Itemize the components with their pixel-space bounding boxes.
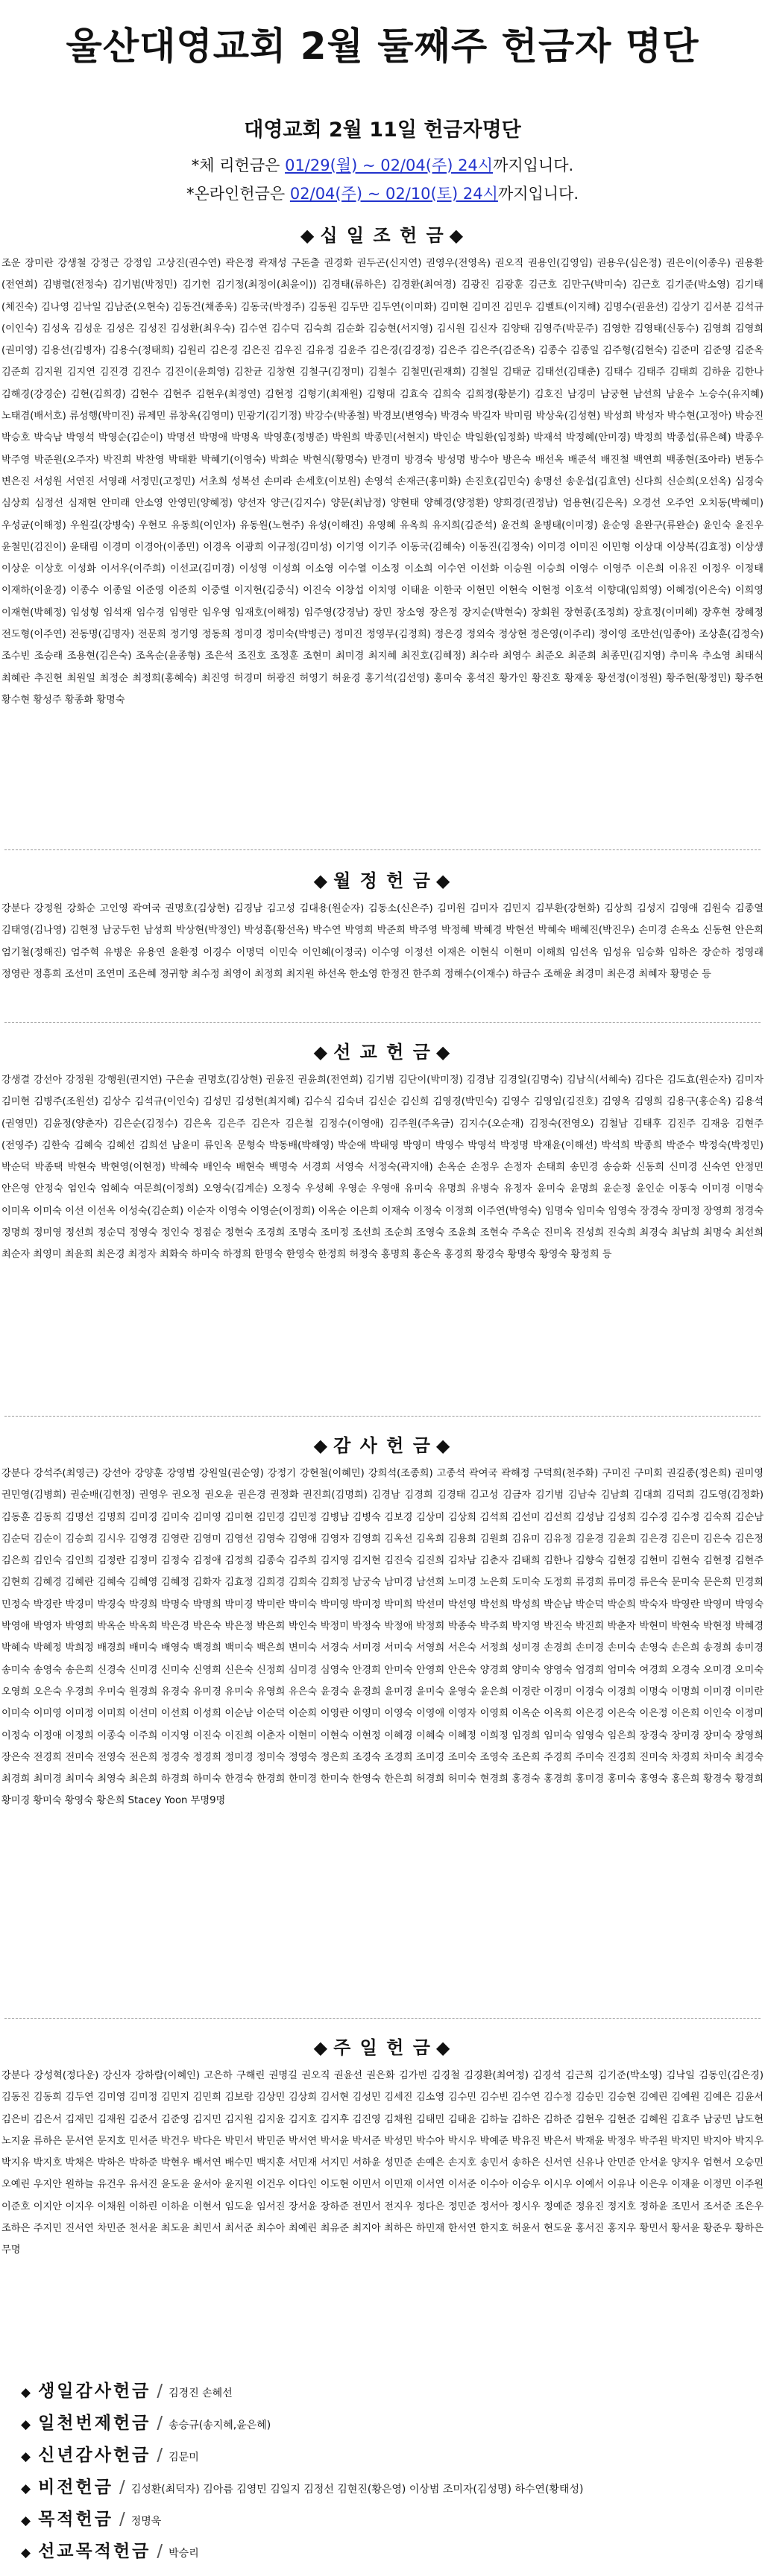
diamond-icon: ◆ bbox=[21, 2513, 31, 2528]
notice-offline-period-link[interactable]: 01/29(월) ~ 02/04(주) 24시 bbox=[285, 156, 494, 174]
list-item bbox=[21, 2537, 752, 2569]
notice-online-period-link[interactable]: 02/04(주) ~ 02/10(토) 24시 bbox=[289, 185, 498, 203]
section-thanksgiving-names: 강분다 강석주(최영근) 강선아 강양훈 강영범 강원일(권순영) 강정기 강현철(이혜민) 강희석(조종희) 고종석 곽여국 곽해정 구덕희(천주화) 구미진 구미회 권길종(정은희) 권미영 권민영(김병희) 권순배(김헌정) 권영우 권오정 권오윤 권은경 권정화 권진희(김명희) 김경남 김경희 김경태 김고성 김금자 김기범 김남숙 김남희 김대희 김덕희 김도영(김정화) 김동훈 김동희 김명선 김명희 김미경 김미숙 김미영 김미현 김민경 김민정 김병남 김병숙 김보경 김상미 김상희 김석희 김선미 김선희 김성남 김성희 김수경 김수정 김숙희 김순남 김순덕 김순이 김승희 김시우 김영경 김영란 김영미 김영선 김영숙 김영애 김영자 김영희 김옥선 김옥희 김용희 김원희 김유미 김유정 김윤경 김윤희 김은경 김은미 김은숙 김은정 김은희 김인숙 김인희 김정란 김정미 김정숙 김정애 김정희 김종숙 김주희 김지영 김지현 김진숙 김진희 김차남 김춘자 김태희 김한나 김향숙 김현경 김현미 김현숙 김현정 김현주 김현희 김혜경 김혜란 김혜숙 김혜영 김혜정 김화자 김효정 김희경 김희숙 김희정 남궁숙 남미경 남선희 노미경 노은희 도미숙 도정희 류경희 류미경 류은숙 문미숙 문은희 민경희 민정숙 박경란 박경미 박경숙 박경희 박명숙 박명희 박미경 박미란 박미숙 박미영 박미정 박미희 박선미 박선영 박선희 박성희 박순남 박순덕 박순희 박숙자 박영란 박영미 박영숙 박영애 박영자 박영희 박옥순 박옥희 박은경 박은숙 박은정 박은희 박인숙 박정미 박정숙 박정애 박정희 박종숙 박주희 박지영 박진숙 박진희 박춘자 박현미 박현숙 박현정 박혜경 박혜숙 박혜정 박희정 배경희 배미숙 배영숙 백경희 백미숙 백은희 변미숙 서경숙 서미경 서미숙 서영희 서은숙 서정희 성미경 손경희 손미경 손미숙 손영숙 손은희 송경희 송미경 송미숙 송영숙 송은희 신경숙 신미경 신미숙 신영희 신은숙 신정희 심미경 심영숙 안경희 안미숙 안영희 안은숙 양경희 양미숙 양영숙 엄경희 엄미숙 여경희 오경숙 오미경 오미숙 오영희 오은숙 우경희 우미숙 원경희 유경숙 유미경 유미숙 유영희 유은숙 윤경숙 윤경희 윤미경 윤미숙 윤영숙 윤은희 이경란 이경미 이경숙 이경희 이명숙 이명희 이미경 이미란 이미숙 이미영 이미정 이미희 이선미 이선희 이성희 이순남 이순덕 이순희 이영란 이영미 이영숙 이영애 이영자 이영희 이옥순 이옥희 이은경 이은숙 이은정 이은희 이인숙 이정미 이정숙 이정애 이정희 이종숙 이주희 이지영 이진숙 이진희 이춘자 이현미 이현숙 이현정 이혜경 이혜숙 이혜정 이희정 임경희 임미숙 임영숙 임은희 장경숙 장미경 장미숙 장영희 장은숙 전경희 전미숙 전영숙 전은희 정경숙 정경희 정미경 정미숙 정영숙 정은희 조경숙 조경희 조미경 조미숙 조영숙 조은희 주경희 주미숙 진경희 진미숙 차경희 차미숙 최경숙 최경희 최미경 최미숙 최영숙 최은희 하경희 하미숙 한경숙 한경희 한미경 한미숙 한영숙 한은희 허경희 허미숙 현경희 홍경숙 홍경희 홍미경 홍미숙 홍영숙 홍은희 황경숙 황경희 황미경 황미숙 황영숙 황은희 Stacey Yoon 무명9명 bbox=[1, 1468, 764, 1807]
offering-label: 생일감사헌금 bbox=[38, 2382, 151, 2401]
diamond-icon: ◆ bbox=[435, 1042, 452, 1063]
list-item bbox=[21, 2409, 752, 2441]
notice-offline bbox=[0, 154, 765, 176]
section-thanksgiving-title: ◆ 감 사 헌 금 ◆ bbox=[313, 1435, 452, 1456]
section-mission bbox=[0, 1037, 765, 1266]
section-tithe-title: ◆ 십 일 조 헌 금 ◆ bbox=[300, 225, 465, 246]
section-divider bbox=[4, 1022, 761, 1023]
section-monthly-names: 강분다 강정원 강화순 고인영 곽여국 권명호(김상현) 김경남 김고성 김대용(원순자) 김동소(신은주) 김미원 김미자 김민지 김부환(강현화) 김상희 김성지 김영애 김원숙 김종열 김태영(김나영) 김현정 남궁두헌 남성희 박상현(박정인) 박성흥(황선옥) 박수연 박영희 박준희 박주영 박정혜 박혜경 박현선 박혜숙 배혜진(박진우) 손미경 손옥소 신동현 안은희 엄기철(정해진) 엄주혁 유병운 유용연 윤환정 이경수 이명덕 이민숙 이인혜(이정국) 이수영 이정선 이재은 이현식 이현미 이해희 임선옥 임성유 임승화 임하은 장순하 정영래 정영란 정흥희 조선미 조연미 조은혜 정귀향 최수정 최영이 최정희 최지원 하선옥 한소영 한정진 한주희 정해수(이재수) 하금수 조해윤 최경미 최은경 최혜자 황명순 등 bbox=[1, 903, 764, 980]
diamond-icon: ◆ bbox=[21, 2385, 31, 2400]
section-mission-title: ◆ 선 교 헌 금 ◆ bbox=[313, 1042, 452, 1063]
notice-offline-prefix: *체 리헌금은 bbox=[191, 156, 286, 174]
section-tithe bbox=[0, 221, 765, 711]
section-divider bbox=[4, 849, 761, 850]
special-offering-list bbox=[21, 2377, 752, 2569]
diamond-icon: ◆ bbox=[313, 1042, 330, 1063]
section-monthly-title: ◆ 월 정 헌 금 ◆ bbox=[313, 870, 452, 891]
diamond-icon: ◆ bbox=[449, 225, 465, 246]
section-sunday bbox=[0, 2033, 765, 2262]
list-item bbox=[21, 2441, 752, 2473]
section-divider bbox=[4, 2018, 761, 2019]
diamond-icon: ◆ bbox=[435, 2037, 452, 2058]
section-sunday-names: 강분다 강성혁(정다운) 강신자 강하람(이혜인) 고은하 구해린 권명길 권오직 권윤선 권은화 김가빈 김경철 김경환(최여정) 김경석 김근희 김기준(박소영) 김낙일 김동인(김은경) 김동진 김동희 김두연 김미영 김미정 김민지 김민희 김보람 김상민 김상희 김서현 김성민 김세진 김소영 김수민 김수빈 김수연 김수정 김승민 김승현 김예린 김예원 김예은 김윤서 김은비 김은서 김재민 김재원 김준서 김준영 김지민 김지원 김지윤 김지호 김지후 김진영 김채원 김태민 김태윤 김하늘 김하은 김하준 김현우 김현준 김혜원 김효주 남궁민 남도현 노지윤 류하은 문서연 문지호 민서준 박건우 박다은 박민서 박민준 박서연 박서윤 박서준 박성민 박수아 박시우 박예준 박유진 박은서 박재윤 박정우 박주원 박지민 박지아 박지우 박지유 박지호 박채은 박하은 박하준 박현우 배서연 배수민 백지훈 서민재 서지민 서하윤 성민준 손예은 손지호 송민서 송하은 신서연 신유나 안민준 안서윤 양지우 엄현서 오승민 오예린 우지안 원하늘 유건우 유서진 윤도윤 윤서아 윤지원 이건우 이다인 이도현 이민서 이민재 이서연 이서준 이수아 이승우 이시우 이예서 이유나 이은우 이재윤 이정민 이주원 이준호 이지안 이지우 이채원 이하린 이하윤 이현서 임도윤 임서진 장서윤 장하준 전민서 전지우 정다은 정민준 정서아 정시우 정예준 정유진 정지호 정하윤 조민서 조서준 조은우 조하은 주지민 진서연 차민준 천서윤 최도윤 최민서 최서준 최수아 최예린 최유준 최지아 최하은 하민재 한서연 한지호 허윤서 현도윤 홍서진 홍지우 황민서 황서윤 황준우 황하은 무명 bbox=[1, 2070, 764, 2256]
list-item bbox=[21, 2473, 752, 2505]
notice-online-prefix: *온라인헌금은 bbox=[186, 185, 290, 203]
section-tithe-names: 조운 장미란 강생철 강정근 강정임 고상진(권수연) 곽은정 곽재성 구돈출 권경화 권두곤(신지연) 권영우(전영옥) 권오직 권용인(김영임) 권용우(심은정) 권은이(이종우) 권용환(전연희) 김병렬(전정숙) 김기범(박정민) 김기헌 김기정(최정이(최윤이)) 김경태(류하은) 김경환(최여경) 김광진 김광훈 김근호 김만구(박미숙) 김근호 김기준(박소영) 김기태(체진숙) 김나영 김낙일 김남준(오현숙) 김동건(채종욱) 김동국(박정주) 김동원 김두만 김두연(이미화) 김미현 김미진 김민우 김벨트(이지해) 김명수(권윤선) 김상기 김서분 김석규(이인숙) 김성옥 김성운 김성은 김성진 김성환(최우숙) 김수연 김수덕 김숙희 김순화 김승현(서지영) 김시원 김신자 김양태 김영주(박문주) 김영한 김영태(신동수) 김영희 김영희(권미영) 김용선(김병자) 김용수(정태희) 김원리 김은경 김은진 김우진 김유정 김윤주 김은경(김경정) 김은주 김은주(김준옥) 김종수 김종일 김주형(김현숙) 김준미 김준영 김준옥 김준희 김지원 김지연 김진경 김진수 김진이(윤희영) 김찬균 김창현 김철구(김정미) 김철수 김철민(권재희) 김철일 김태균 김태선(김태춘) 김태수 김태주 김태희 김하윤 김한나 김해경(강경순) 김현(김희경) 김현수 김현주 김현우(최정연) 김현정 김형기(최재원) 김형대 김효숙 김희숙 김희정(황분기) 김호진 남경미 남궁현 남선희 남윤수 노승수(유지혜) 노태겸(배서호) 류성행(박미진) 류제민 류창옥(김영미) 민광기(김기정) 박강수(박종철) 박경보(변영숙) 박경숙 박길자 박미림 박상욱(김성현) 박성희 박성자 박수현(고정아) 박승진 박승호 박숙남 박영석 박영순(김순이) 박명선 박명애 박명옥 박영훈(정병준) 박원희 박종민(서현지) 박인순 박일환(임정화) 박재석 박정혜(안미경) 박정희 박종섭(류은혜) 박종우 박주영 박준원(오주자) 박진희 박찬영 박태환 박혜기(이영숙) 박희순 박현식(황명숙) 반경미 방경숙 방성명 방수아 방은숙 배선옥 배준석 배진철 백연희 백종현(조아라) 변동수 변은진 서성원 서연진 서영래 서정민(고정민) 서초희 성복선 손미라 손세호(이보원) 손영석 손재근(홍미화) 손진호(김민숙) 송명선 송운섭(김효연) 신다희 신순희(오선옥) 심경숙 심상희 심정선 심재현 안미래 안소영 안영민(양혜정) 양선자 양근(김지수) 양문(최남정) 양현태 양혜경(양정환) 양희경(권정남) 엄용현(김은옥) 오경선 오주언 오치동(박혜미) 우성균(이해정) 우원길(강병숙) 우현모 유동희(이인자) 유동원(노현주) 유성(이해진) 유영혜 유옥희 유지희(김준석) 윤건희 윤병태(이미정) 윤순영 윤완구(류완순) 윤인숙 윤진우 윤철민(김진이) 윤태림 이경미 이경아(이종민) 이경옥 이광희 이규정(김미성) 이기영 이기주 이동국(김혜숙) 이동진(김정숙) 이미경 이미진 이민형 이상대 이상복(김효정) 이상생 이상운 이상호 이성화 이서우(이주희) 이선교(김미경) 이성영 이성희 이소영 이수열 이소정 이소희 이수연 이선화 이승원 이승희 이영수 이영주 이은희 이유진 이정우 이정태 이재하(이윤경) 이종수 이종일 이준영 이준희 이중렬 이지현(김중식) 이진숙 이창섭 이치영 이태윤 이한국 이현민 이현숙 이현정 이호석 이향대(임희영) 이혜정(이은숙) 이희영 이재현(박혜정) 임성형 임석재 임수경 임영란 임우영 임재호(이해정) 임주영(강경남) 장민 장소영 장은정 장지순(박현숙) 장회원 장현종(조정희) 장효정(이미혜) 장후현 장혜정 전도형(이주연) 전동명(김명자) 전문희 정기영 정동희 정미경 정미숙(박병근) 정미진 정영무(김정희) 정은경 정외숙 정상현 정은영(이주리) 정이영 조만선(임종아) 조상훈(김정숙) 조수빈 조승래 조용현(김은숙) 조옥순(윤종형) 조은석 조진호 조정훈 조현미 최미경 최지혜 최진호(김혜정) 최수라 최영수 최준오 최준희 최종민(김지영) 추미옥 추소영 최태식 최혜란 추진현 최원일 최정순 최정희(홍혜숙) 최진영 허경미 허광진 허영기 허윤경 홍기석(김선영) 홍미숙 홍석진 황가인 황진호 황재웅 황선정(이정원) 황주현(황정민) 황주현 황수현 황성주 황종화 황명숙 bbox=[1, 258, 764, 706]
separator: / bbox=[157, 2542, 163, 2561]
diamond-icon: ◆ bbox=[21, 2545, 31, 2560]
offering-names: 김경진 손혜선 bbox=[169, 2387, 233, 2399]
offering-label: 신년감사헌금 bbox=[38, 2446, 151, 2465]
offering-names: 김문미 bbox=[169, 2452, 199, 2463]
offering-names: 김성환(최덕자) 김아름 김영민 김일지 김정선 김현진(황은영) 이상범 조미자(김성명) 하수연(황태성) bbox=[130, 2484, 584, 2496]
diamond-icon: ◆ bbox=[21, 2449, 31, 2464]
diamond-icon: ◆ bbox=[300, 225, 316, 246]
list-item bbox=[21, 2377, 752, 2409]
separator: / bbox=[119, 2478, 125, 2497]
offering-names: 박승리 bbox=[169, 2548, 199, 2560]
diamond-icon: ◆ bbox=[21, 2481, 31, 2496]
section-monthly bbox=[0, 866, 765, 985]
diamond-icon: ◆ bbox=[313, 1435, 330, 1456]
page-subtitle: 대영교회 2월 11일 헌금자명단 bbox=[244, 118, 521, 142]
diamond-icon: ◆ bbox=[313, 2037, 330, 2058]
list-item bbox=[21, 2505, 752, 2537]
page-title: 울산대영교회 2월 둘째주 헌금자 명단 bbox=[66, 25, 699, 68]
separator: / bbox=[157, 2382, 163, 2401]
diamond-icon: ◆ bbox=[435, 870, 452, 891]
separator: / bbox=[119, 2510, 125, 2529]
offering-label: 목적헌금 bbox=[38, 2510, 113, 2529]
separator: / bbox=[157, 2414, 163, 2433]
section-mission-names: 강생결 강선아 강정원 강행원(권지연) 구은솔 권명호(김상현) 권윤진 권윤희(전연희) 김기범 김단이(박미정) 김경남 김경일(김명숙) 김남식(서혜숙) 김다은 김도효(원순자) 김미자 김미현 김병주(조원선) 김상수 김석규(이인숙) 김성민 김성현(최지혜) 김수식 김숙녀 김신순 김신희 김영경(박민숙) 김영수 김영임(김진호) 김영옥 김영희 김용구(홍순옥) 김용석(권영민) 김윤정(양춘자) 김은순(김정수) 김은옥 김은주 김은자 김은철 김정수(이영애) 김주원(주옥금) 김지수(오순재) 김정숙(전영오) 김철남 김태후 김진주 김재웅 김현주(전영주) 김한숙 김혜숙 김혜선 김희선 남윤미 류인옥 문형숙 박동배(박해영) 박순애 박태영 박영미 박영수 박영석 박정명 박재윤(이해선) 박석희 박종희 박준수 박정숙(박정민) 박순덕 박종택 박현숙 박현영(이현정) 박혜숙 배인숙 배현숙 백명숙 서경희 서영숙 서정숙(곽지애) 손옥순 손정우 손정자 손태희 송민경 송승화 신동희 신미경 신숙연 안정민 안은영 안정숙 엄인숙 엄혜숙 여문희(이정희) 오영숙(김계순) 오정숙 우성혜 우영순 우영애 유미숙 유명희 유병숙 유정자 윤미숙 윤명희 윤순정 윤인순 이동숙 이미경 이명숙 이미옥 이미숙 이선 이선옥 이성숙(김순희) 이순자 이영숙 이영순(이정희) 이옥순 이은희 이재숙 이정숙 이정희 이주연(박영숙) 임명숙 임미숙 임영숙 장경숙 장미정 장영희 정경숙 정명희 정미영 정선희 정순덕 정영숙 정인숙 정점순 정현숙 조경희 조명숙 조미정 조선희 조순희 조영숙 조윤희 조현숙 주옥순 진미옥 진성희 진숙희 최경숙 최남희 최명숙 최선희 최순자 최영미 최윤희 최은경 최정자 최화숙 하미숙 하정희 한명숙 한영숙 한정희 허정숙 홍명희 홍순옥 홍경희 황경숙 황명숙 황영숙 황정희 등 bbox=[1, 1075, 764, 1261]
offering-label: 일천번제헌금 bbox=[38, 2414, 151, 2433]
offering-names: 송승규(송지혜,윤은혜) bbox=[169, 2420, 271, 2431]
notice-online-suffix: 까지입니다. bbox=[497, 185, 579, 203]
section-divider bbox=[4, 1416, 761, 1417]
separator: / bbox=[157, 2446, 163, 2465]
offering-label: 선교목적헌금 bbox=[38, 2542, 151, 2561]
diamond-icon: ◆ bbox=[435, 1435, 452, 1456]
offering-names: 정명욱 bbox=[130, 2516, 162, 2528]
offering-label: 비전헌금 bbox=[38, 2478, 113, 2497]
section-thanksgiving bbox=[0, 1431, 765, 1812]
section-sunday-title: ◆ 주 일 헌 금 ◆ bbox=[313, 2037, 452, 2058]
notice-online bbox=[0, 182, 765, 204]
diamond-icon: ◆ bbox=[313, 870, 330, 891]
diamond-icon: ◆ bbox=[21, 2417, 31, 2432]
notice-offline-suffix: 까지입니다. bbox=[493, 156, 574, 174]
